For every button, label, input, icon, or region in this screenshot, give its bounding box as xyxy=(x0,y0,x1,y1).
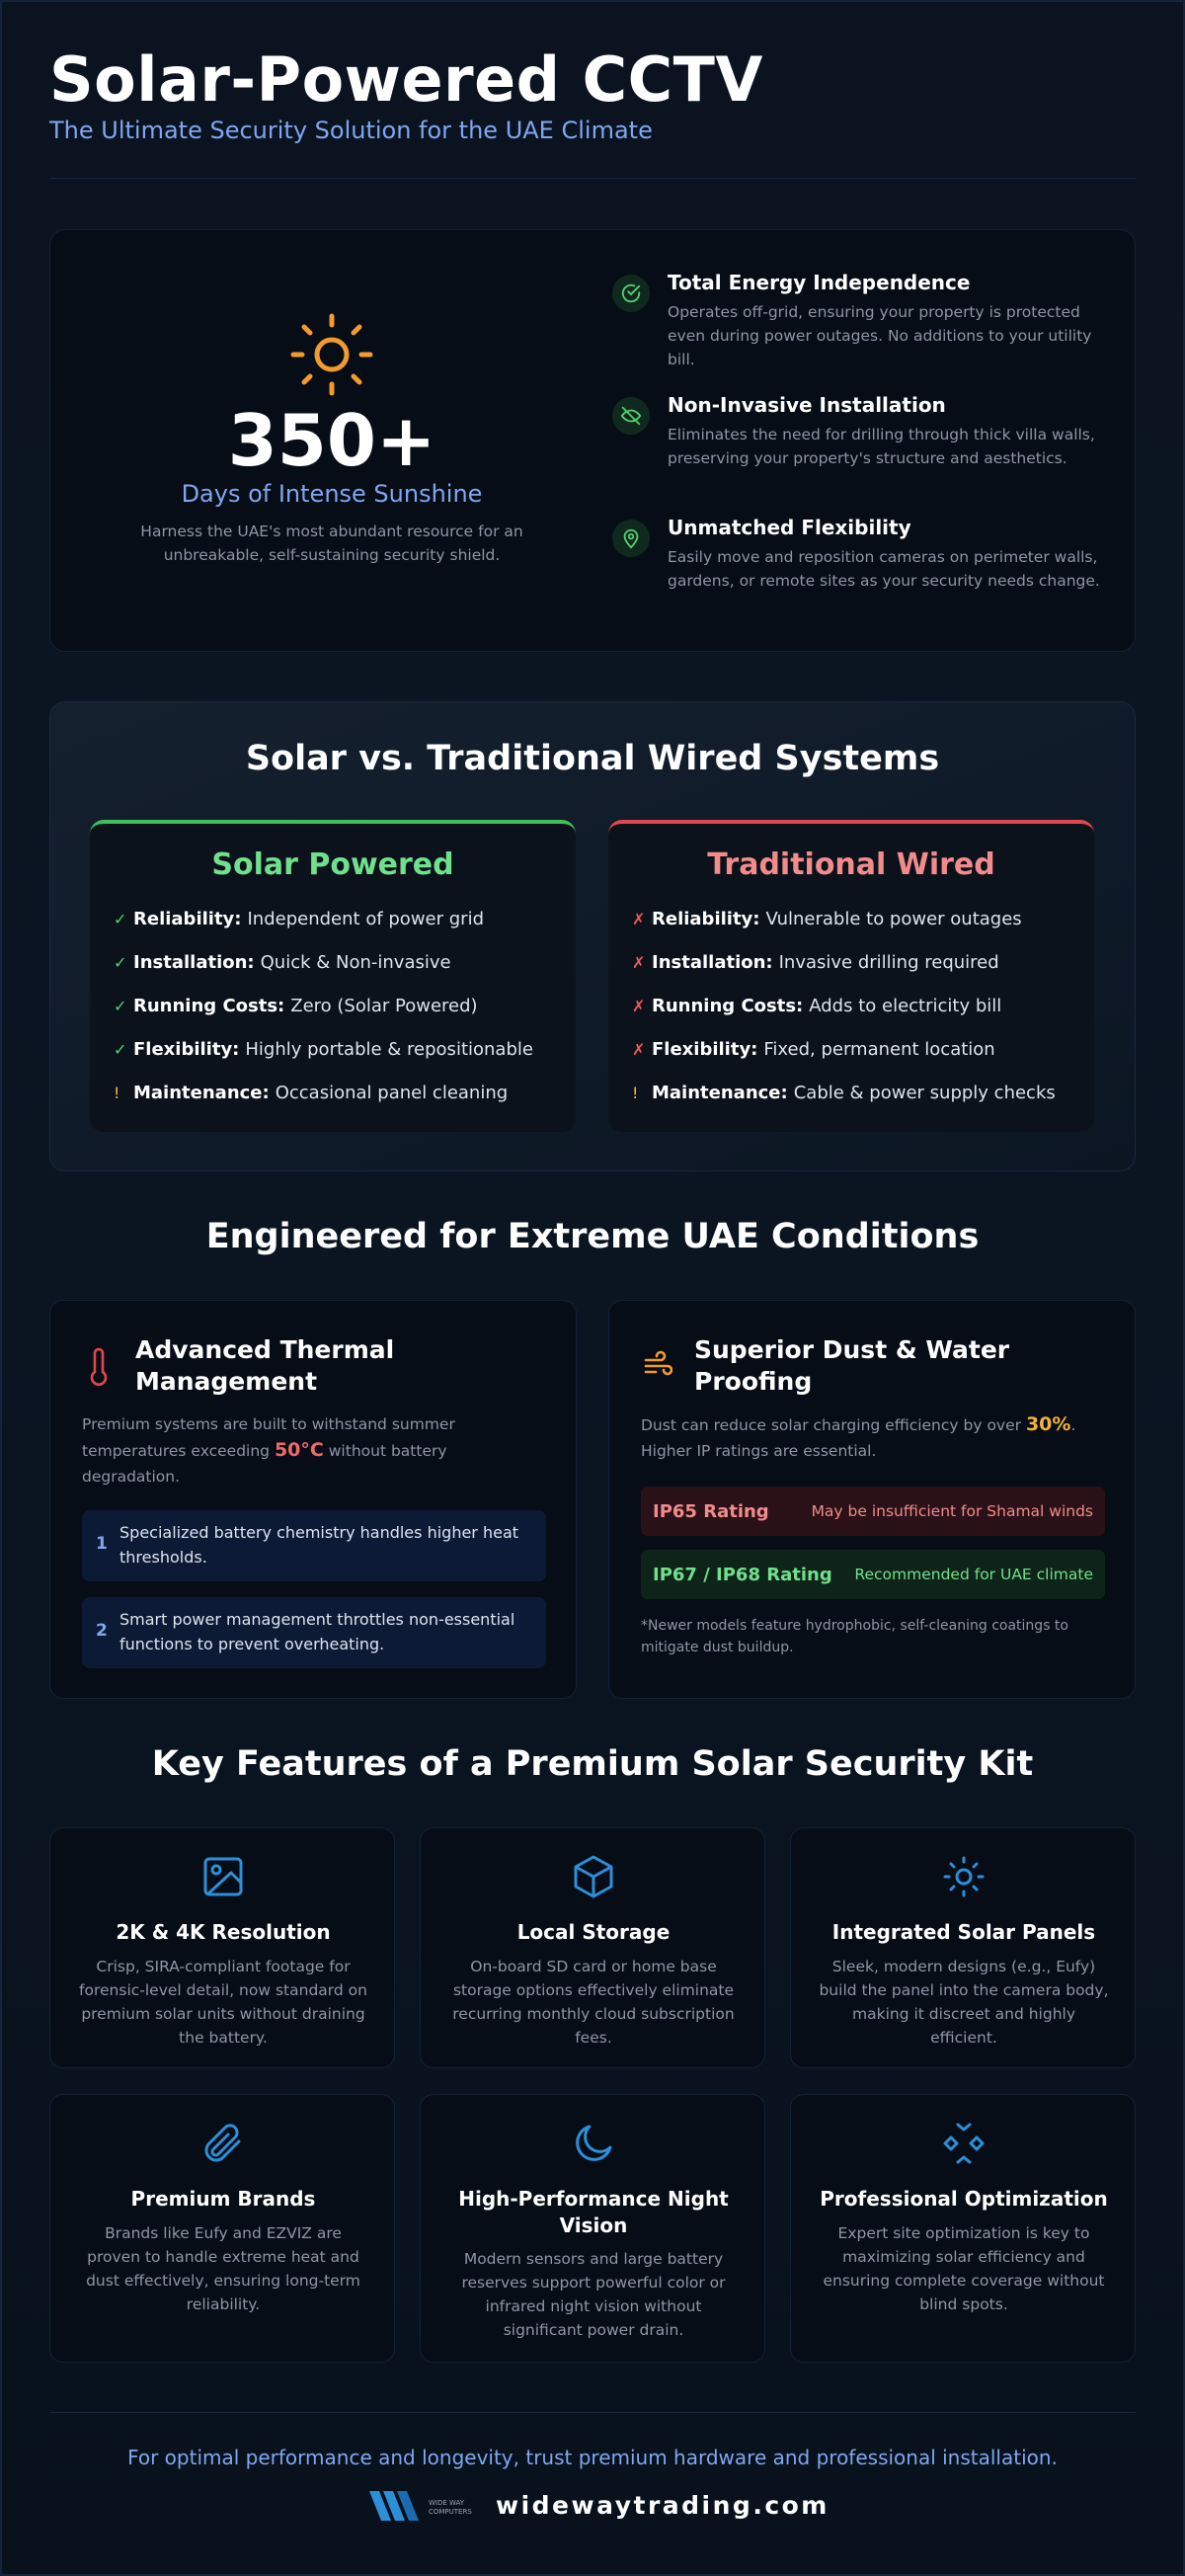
engineered-heading: Engineered for Extreme UAE Conditions xyxy=(205,1217,980,1256)
moon-icon xyxy=(569,2119,618,2168)
sun-small-icon xyxy=(939,1852,988,1901)
wired-card-title: Traditional Wired xyxy=(707,847,995,882)
temperature-highlight: 50°C xyxy=(274,1439,324,1461)
image-icon xyxy=(198,1852,248,1901)
feature-title: Non-Invasive Installation xyxy=(668,393,946,417)
solar-row-maintenance: ! Maintenance: Occasional panel cleaning xyxy=(114,1083,509,1103)
card-text: Modern sensors and large battery reserves support powerful color or infrared night vision without significant power drain. xyxy=(461,2250,726,2339)
efficiency-highlight: 30% xyxy=(1025,1413,1071,1435)
solar-card-title: Solar Powered xyxy=(211,847,454,882)
wired-row-maintenance: ! Maintenance: Cable & power supply checks xyxy=(632,1083,1056,1103)
feature-title: Unmatched Flexibility xyxy=(668,516,911,539)
card-text: Brands like Eufy and EZVIZ are proven to handle extreme heat and dust effectively, ensuring long-term reliability. xyxy=(86,2224,360,2313)
ip65-rating: IP65 Rating May be insufficient for Shamal winds xyxy=(641,1487,1105,1536)
svg-text:WIDE WAY: WIDE WAY xyxy=(429,2499,465,2507)
feature-text: Eliminates the need for drilling through thick villa walls, preserving your property's structure and aesthetics. xyxy=(668,426,1095,467)
location-pin-icon xyxy=(612,520,650,557)
solar-row-reliability: ✓ Reliability: Independent of power grid xyxy=(114,909,484,929)
header-divider xyxy=(49,178,1136,179)
wideway-logo xyxy=(367,2485,480,2529)
footer-tagline: For optimal performance and longevity, trust premium hardware and professional installation. xyxy=(127,2446,1058,2469)
wired-row-running-costs: ✗ Running Costs: Adds to electricity bill xyxy=(632,996,1002,1016)
footer-divider xyxy=(49,2412,1136,2413)
thermal-step-1: 1 Specialized battery chemistry handles higher heat thresholds. xyxy=(82,1510,546,1581)
dust-card xyxy=(608,1300,1136,1699)
card-text: Crisp, SIRA-compliant footage for forensic-level detail, now standard on premium solar units without draining the battery. xyxy=(79,1958,367,2047)
ip67-ip68-rating: IP67 / IP68 Rating Recommended for UAE climate xyxy=(641,1550,1105,1599)
card-title: Premium Brands xyxy=(130,2187,316,2211)
wired-card xyxy=(608,820,1094,1132)
feature-card-resolution xyxy=(49,1827,395,2068)
card-title: Local Storage xyxy=(516,1920,671,1944)
card-title: Integrated Solar Panels xyxy=(831,1920,1096,1944)
solar-row-flexibility: ✓ Flexibility: Highly portable & repositionable xyxy=(114,1039,533,1060)
sunshine-days-number: 350+ xyxy=(227,399,436,482)
solar-row-running-costs: ✓ Running Costs: Zero (Solar Powered) xyxy=(114,996,478,1016)
card-title: 2K & 4K Resolution xyxy=(116,1920,331,1944)
feature-card-premium-brands xyxy=(49,2094,395,2363)
thermal-step-2: 2 Smart power management throttles non-essential functions to prevent overheating. xyxy=(82,1597,546,1668)
page-subtitle: The Ultimate Security Solution for the UAE Climate xyxy=(49,117,653,144)
wired-row-reliability: ✗ Reliability: Vulnerable to power outages xyxy=(632,909,1022,929)
box-icon xyxy=(569,1852,618,1901)
feature-card-night-vision xyxy=(420,2094,765,2363)
dust-title: Superior Dust & Water Proofing xyxy=(694,1335,1010,1396)
card-text: Sleek, modern designs (e.g., Eufy) build the panel into the camera body, making it discreet and highly efficient. xyxy=(819,1958,1109,2047)
feature-title: Total Energy Independence xyxy=(668,271,971,294)
feature-card-solar-panels xyxy=(790,1827,1136,2068)
check-circle-icon xyxy=(612,275,650,312)
dust-description: Dust can reduce solar charging efficiency by over 30%. Higher IP ratings are essential. xyxy=(641,1413,1076,1460)
card-text: On-board SD card or home base storage options effectively eliminate recurring monthly cloud subscription fees. xyxy=(452,1958,735,2047)
feature-text: Easily move and reposition cameras on perimeter walls, gardens, or remote sites as your security needs change. xyxy=(668,548,1100,590)
wired-row-flexibility: ✗ Flexibility: Fixed, permanent location xyxy=(632,1039,995,1060)
comparison-heading: Solar vs. Traditional Wired Systems xyxy=(245,739,940,778)
feature-card-local-storage xyxy=(420,1827,765,2068)
hero-description: Harness the UAE's most abundant resource for an unbreakable, self-sustaining security shield. xyxy=(140,523,523,564)
brand-domain[interactable]: widewaytrading.com xyxy=(496,2491,830,2520)
svg-text:COMPUTERS: COMPUTERS xyxy=(429,2508,472,2516)
features-heading: Key Features of a Premium Solar Security Kit xyxy=(151,1744,1034,1784)
footer-brand xyxy=(367,2485,830,2529)
card-text: Expert site optimization is key to maximizing solar efficiency and ensuring complete coverage without blind spots. xyxy=(823,2224,1105,2313)
paperclip-icon xyxy=(198,2119,248,2168)
compass-icon xyxy=(939,2119,988,2168)
sunshine-days-label: Days of Intense Sunshine xyxy=(181,480,483,508)
feature-text: Operates off-grid, ensuring your property is protected even during power outages. No additions to your utility bill. xyxy=(668,303,1092,368)
dust-footnote: *Newer models feature hydrophobic, self-cleaning coatings to mitigate dust buildup. xyxy=(641,1618,1068,1655)
sun-icon xyxy=(289,312,374,397)
no-wires-icon xyxy=(612,397,650,435)
solar-card xyxy=(90,820,576,1132)
feature-card-optimization xyxy=(790,2094,1136,2363)
thermal-description: Premium systems are built to withstand summer temperatures exceeding 50°C without battery degradation. xyxy=(82,1415,455,1486)
solar-row-installation: ✓ Installation: Quick & Non-invasive xyxy=(114,952,451,973)
card-title: High-Performance Night Vision xyxy=(458,2187,729,2237)
wired-row-installation: ✗ Installation: Invasive drilling required xyxy=(632,952,999,973)
thermal-card xyxy=(49,1300,577,1699)
thermometer-icon xyxy=(84,1346,114,1386)
card-title: Professional Optimization xyxy=(820,2187,1108,2211)
thermal-title: Advanced Thermal Management xyxy=(135,1335,395,1396)
wind-icon xyxy=(643,1346,672,1386)
page-title: Solar-Powered CCTV xyxy=(49,43,763,116)
